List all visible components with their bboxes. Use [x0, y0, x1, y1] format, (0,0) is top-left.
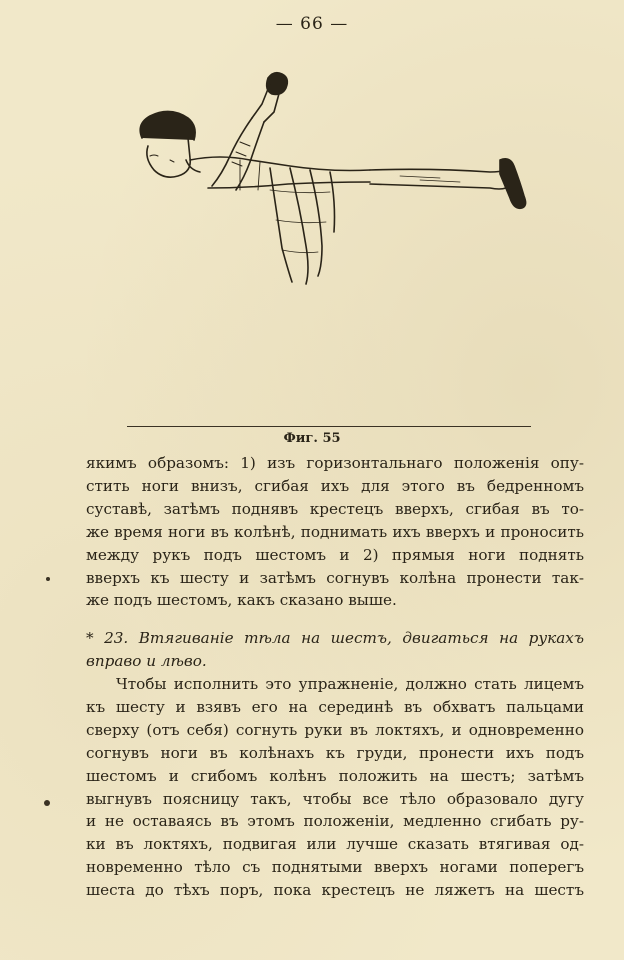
text-line: выгнувъ поясницу такъ, чтобы все тѣло образовало дугу	[86, 789, 584, 808]
ink-spot	[46, 577, 50, 581]
ink-spot	[44, 800, 50, 806]
paragraph-1	[86, 452, 584, 612]
text-line: новременно тѣло съ поднятыми вверхъ ногами поперегъ	[86, 858, 584, 877]
text-line: суставѣ, затѣмъ поднявъ крестецъ вверхъ, сгибая въ то-	[86, 499, 584, 518]
text-line: ки въ локтяхъ, подвигая или лучше сказать втягивая од-	[86, 835, 584, 854]
text-line: сверху (отъ себя) согнуть руки въ локтяхъ, и одновременно	[86, 720, 584, 739]
text-line: же время ноги въ колѣнѣ, поднимать ихъ вверхъ и проносить	[86, 522, 584, 541]
gymnast-illustration	[120, 60, 540, 290]
figure-rule	[127, 426, 531, 427]
text-line: же подъ шестомъ, какъ сказано выше.	[86, 591, 397, 610]
text-line: стить ноги внизъ, сгибая ихъ для этого въ бедренномъ	[86, 476, 584, 495]
exercise-heading	[86, 627, 584, 673]
text-line: къ шесту и взявъ его на серединѣ въ обхватъ пальцами	[86, 697, 584, 716]
text-line: и не оставаясь въ этомъ положеніи, медленно сгибать ру-	[86, 812, 584, 831]
page-number: — 66 —	[275, 14, 349, 34]
text-line: вверхъ къ шесту и затѣмъ согнувъ колѣна пронести так-	[86, 568, 584, 587]
heading-line: вправо и лѣво.	[86, 652, 207, 670]
text-line: шестомъ и сгибомъ колѣнъ положить на шестъ; затѣмъ	[86, 766, 584, 785]
text-line: якимъ образомъ: 1) изъ горизонтальнаго положенія опу-	[86, 454, 584, 472]
figure-caption: Фиг. 55	[283, 431, 341, 446]
text-line: согнувъ ноги въ колѣнахъ къ груди, пронести ихъ подъ	[86, 743, 584, 762]
heading-line: * 23. Втягиваніе тѣла на шестъ, двигаться на рукахъ	[86, 629, 584, 647]
text-line: шеста до тѣхъ поръ, пока крестецъ не ляжетъ на шестъ	[86, 881, 584, 900]
text-line: между рукъ подъ шестомъ и 2) прямыя ноги поднять	[86, 545, 584, 564]
paragraph-2	[86, 673, 584, 902]
text-line: Чтобы исполнить это упражненіе, должно стать лицемъ	[116, 675, 584, 693]
